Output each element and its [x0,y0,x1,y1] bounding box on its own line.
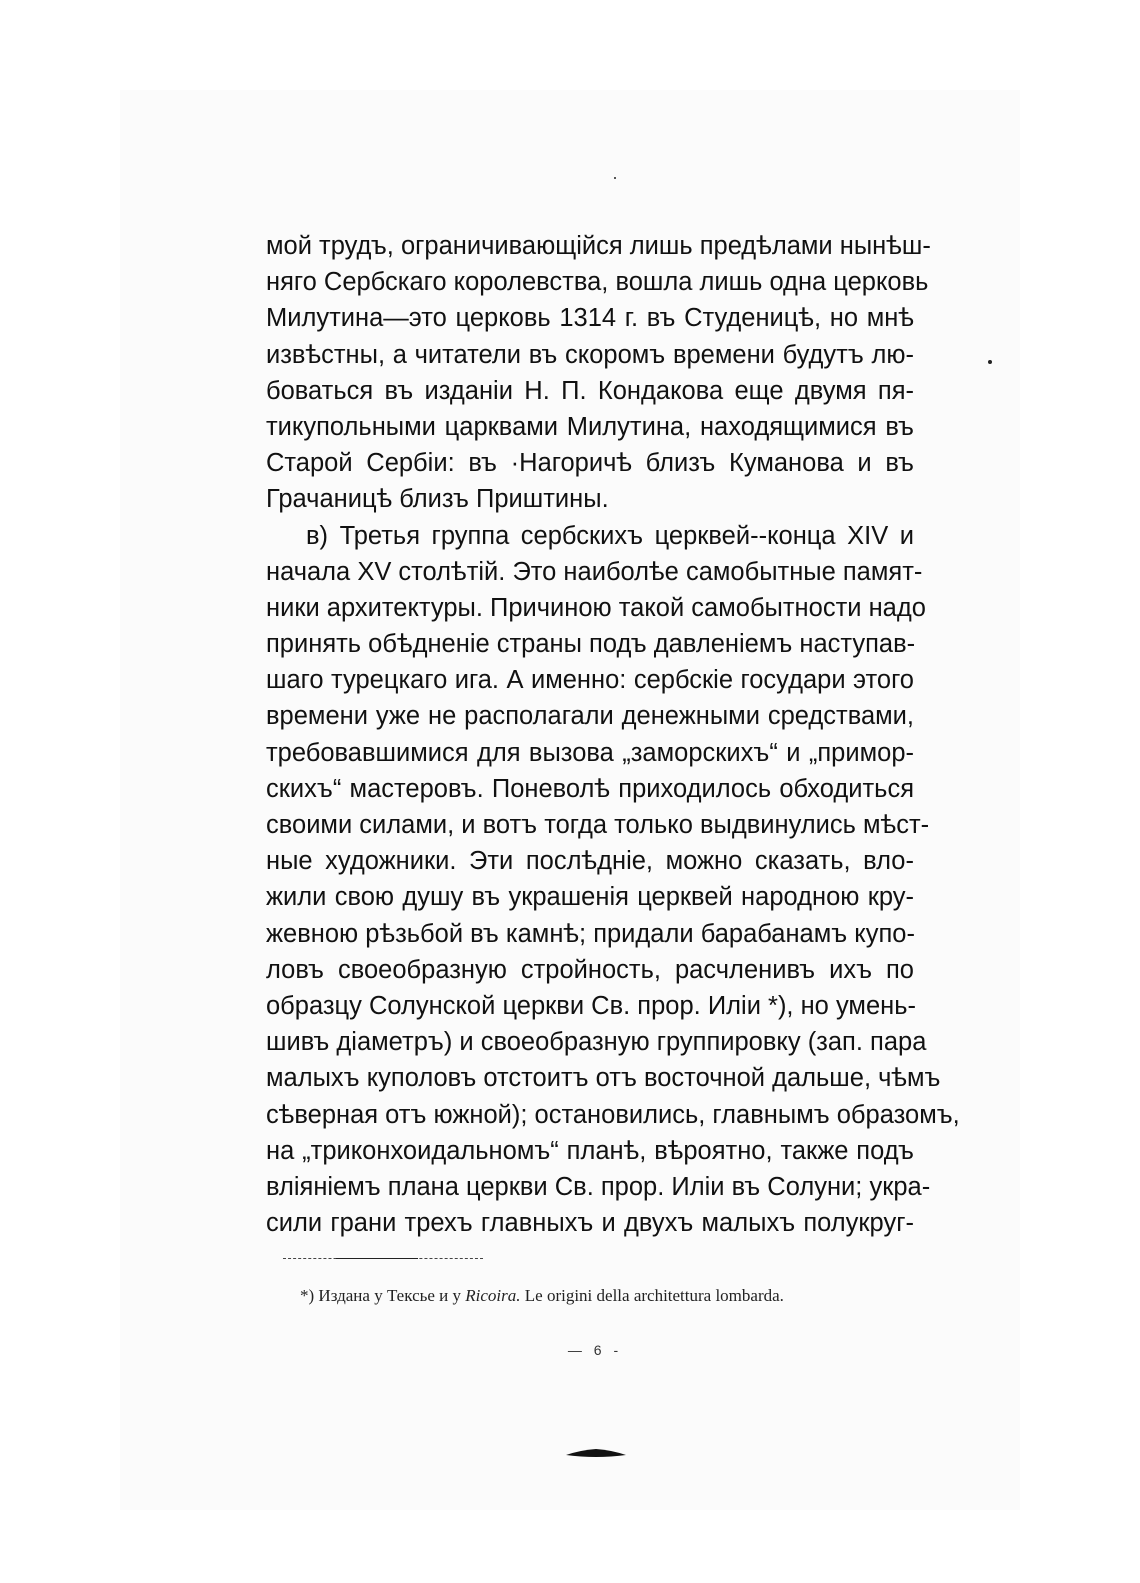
text-line: требовавшимися для вызова „заморскихъ“ и „примор- [266,738,914,767]
text-line: вліяніемъ плана церкви Св. прор. Иліи въ Солуни; укра- [266,1172,931,1201]
text-line: ловъ своеобразную стройность, расчленивъ ихъ по [266,955,914,984]
text-line: на „триконхоидальномъ“ планѣ, вѣроятно, также подъ [266,1136,914,1165]
text-line: тикупольными царквами Милутина, находящимися въ [266,412,914,441]
page-number: — 6 - [567,1342,623,1358]
text-line: шивъ діаметръ) и своеобразную группировку (зап. пара [266,1028,927,1057]
text-line: жили свою душу въ украшенія церквей народною кру- [266,883,914,912]
text-line: образцу Солунской церкви Св. прор. Иліи *), но умень- [266,991,916,1020]
ornament-icon [566,1448,626,1460]
footnote-separator-solid [336,1258,418,1259]
text-line: Грачаницѣ близъ Приштины. [266,485,609,514]
text-line: сили грани трехъ главныхъ и двухъ малыхъ полукруг- [266,1209,914,1238]
text-line: боваться въ изданіи Н. П. Кондакова еще двумя пя- [266,376,914,405]
footnote-author: Ricoira. [465,1286,521,1305]
footnote-marker: *) [300,1286,315,1305]
paragraph-start-line: в) Третья группа сербскихъ церквей--конца XIV и [306,521,914,550]
text-line: своими силами, и вотъ тогда только выдвинулись мѣст- [266,811,930,839]
text-line: малыхъ куполовъ отстоитъ отъ восточной дальше, чѣмъ [266,1064,941,1093]
text-line: извѣстны, а читатели въ скоромъ времени будутъ лю- [266,340,914,369]
text-line: Старой Сербіи: въ ·Нагоричѣ близъ Куманова и въ [266,449,914,478]
text-line: начала XV столѣтій. Это наиболѣе самобытные памят- [266,557,923,586]
text-line: шаго турецкаго ига. А именно: сербскіе государи этого [266,666,914,695]
main-text [266,228,960,1241]
text-line: ные художники. Эти послѣдніе, можно сказать, вло- [266,847,914,876]
text-line: принять обѣдненіе страны подъ давленіемъ наступав- [266,630,916,659]
text-line: жевною рѣзьбой въ камнѣ; придали барабанамъ купо- [266,919,915,948]
text-line: ники архитектуры. Причиною такой самобытности надо [266,593,926,622]
text-line: няго Сербскаго королевства, вошла лишь одна церковь [266,268,929,297]
text-line: времени уже не располагали денежными средствами, [266,702,914,731]
footnote-text-before: Издана у Тексье и у [318,1286,462,1305]
text-line: Милутина—это церковь 1314 г. въ Студеницѣ, но мнѣ [266,304,914,333]
text-line: мой трудъ, ограничивающійся лишь предѣлами нынѣш- [266,232,931,260]
text-line: сѣверная отъ южной); остановились, главнымъ образомъ, [266,1100,960,1129]
footnote-text-after: Le origini della architettura lombarda. [524,1286,784,1305]
text-line: скихъ“ мастеровъ. Поневолѣ приходилось обходиться [266,774,914,803]
scan-speck [988,360,992,364]
footnote [300,1284,920,1308]
scan-speck [614,177,616,179]
